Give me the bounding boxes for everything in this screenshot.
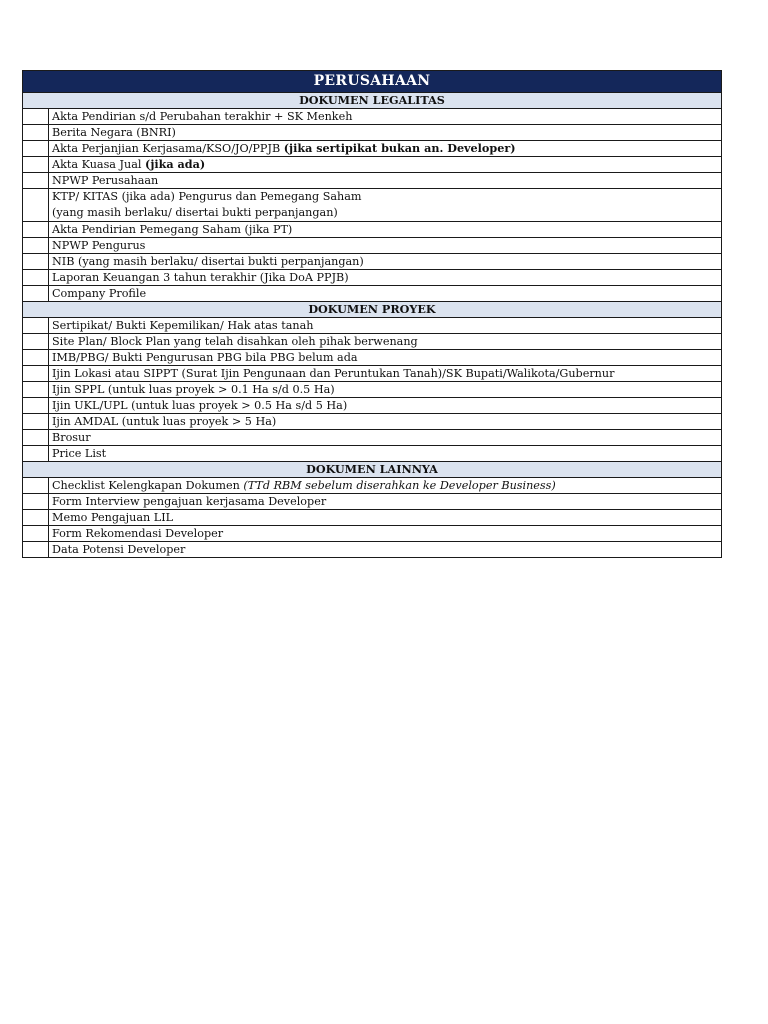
document-row xyxy=(23,366,722,382)
document-name: Checklist Kelengkapan Dokumen xyxy=(52,479,244,492)
document-name: Company Profile xyxy=(52,287,147,300)
document-name: Akta Perjanjian Kerjasama/KSO/JO/PPJB xyxy=(52,142,284,155)
document-row xyxy=(23,414,722,430)
document-name-line2: (yang masih berlaku/ disertai bukti perpanjangan) xyxy=(52,206,338,219)
document-row xyxy=(23,141,722,157)
document-row xyxy=(23,510,722,526)
document-name-cell xyxy=(49,526,722,542)
checklist-table xyxy=(22,70,722,558)
document-name-cell xyxy=(49,238,722,254)
title-row xyxy=(23,71,722,93)
document-name-cell xyxy=(49,222,722,238)
document-name: Sertipikat/ Bukti Kepemilikan/ Hak atas tanah xyxy=(52,319,314,332)
document-row xyxy=(23,286,722,302)
document-note-bold: (jika ada) xyxy=(145,157,206,171)
checkbox-cell[interactable] xyxy=(23,478,49,494)
document-name: Ijin SPPL (untuk luas proyek > 0.1 Ha s/d 0.5 Ha) xyxy=(52,383,335,396)
document-row xyxy=(23,478,722,494)
document-name-cell xyxy=(49,398,722,414)
document-name: Laporan Keuangan 3 tahun terakhir (Jika DoA PPJB) xyxy=(52,271,349,284)
document-name-cell xyxy=(49,109,722,125)
document-name: Akta Pendirian s/d Perubahan terakhir + SK Menkeh xyxy=(52,110,353,123)
document-name-cell xyxy=(49,542,722,558)
document-name: Ijin Lokasi atau SIPPT (Surat Ijin Pengunaan dan Peruntukan Tanah)/SK Bupati/Walikota/Gubernur xyxy=(52,367,615,380)
document-name-cell xyxy=(49,286,722,302)
document-name-cell xyxy=(49,478,722,494)
document-row xyxy=(23,254,722,270)
checkbox-cell[interactable] xyxy=(23,350,49,366)
document-name: Brosur xyxy=(52,431,91,444)
document-name-cell xyxy=(49,510,722,526)
document-name: Data Potensi Developer xyxy=(52,543,186,556)
document-row xyxy=(23,318,722,334)
document-name: Berita Negara (BNRI) xyxy=(52,126,176,139)
checkbox-cell[interactable] xyxy=(23,366,49,382)
section-header-row xyxy=(23,462,722,478)
document-name: NPWP Pengurus xyxy=(52,239,146,252)
document-row xyxy=(23,398,722,414)
section-heading: DOKUMEN LAINNYA xyxy=(306,462,438,476)
document-name-cell xyxy=(49,254,722,270)
checkbox-cell[interactable] xyxy=(23,109,49,125)
checkbox-cell[interactable] xyxy=(23,542,49,558)
document-name: KTP/ KITAS (jika ada) Pengurus dan Pemegang Saham xyxy=(52,190,362,203)
document-name-cell xyxy=(49,334,722,350)
section-heading: DOKUMEN LEGALITAS xyxy=(299,93,445,107)
document-name-cell xyxy=(49,430,722,446)
document-name: NPWP Perusahaan xyxy=(52,174,159,187)
document-name: Price List xyxy=(52,447,107,460)
document-name-cell xyxy=(49,350,722,366)
document-row xyxy=(23,125,722,141)
checkbox-cell[interactable] xyxy=(23,286,49,302)
document-name-cell xyxy=(49,446,722,462)
document-name-cell xyxy=(49,189,722,222)
document-name-cell xyxy=(49,157,722,173)
document-name: Ijin AMDAL (untuk luas proyek > 5 Ha) xyxy=(52,415,277,428)
document-row xyxy=(23,494,722,510)
section-heading-cell xyxy=(23,302,722,318)
checkbox-cell[interactable] xyxy=(23,430,49,446)
checkbox-cell[interactable] xyxy=(23,157,49,173)
document-row xyxy=(23,382,722,398)
checkbox-cell[interactable] xyxy=(23,189,49,222)
document-row xyxy=(23,109,722,125)
checkbox-cell[interactable] xyxy=(23,141,49,157)
document-row xyxy=(23,542,722,558)
checkbox-cell[interactable] xyxy=(23,254,49,270)
document-row xyxy=(23,173,722,189)
checkbox-cell[interactable] xyxy=(23,238,49,254)
section-header-row xyxy=(23,302,722,318)
document-row xyxy=(23,222,722,238)
document-name-cell xyxy=(49,366,722,382)
section-header-row xyxy=(23,93,722,109)
section-heading-cell xyxy=(23,462,722,478)
page-title: PERUSAHAAN xyxy=(23,71,722,93)
checkbox-cell[interactable] xyxy=(23,125,49,141)
checkbox-cell[interactable] xyxy=(23,510,49,526)
document-name: Memo Pengajuan LIL xyxy=(52,511,174,524)
section-heading: DOKUMEN PROYEK xyxy=(308,302,436,316)
document-row xyxy=(23,238,722,254)
section-heading-cell xyxy=(23,93,722,109)
document-name-cell xyxy=(49,173,722,189)
document-row xyxy=(23,430,722,446)
document-name: Form Interview pengajuan kerjasama Developer xyxy=(52,495,327,508)
document-name-cell xyxy=(49,414,722,430)
document-note-bold: (jika sertipikat bukan an. Developer) xyxy=(283,141,516,155)
document-row xyxy=(23,189,722,222)
checkbox-cell[interactable] xyxy=(23,318,49,334)
document-name-cell xyxy=(49,494,722,510)
document-name: IMB/PBG/ Bukti Pengurusan PBG bila PBG belum ada xyxy=(52,351,358,364)
document-name-cell xyxy=(49,141,722,157)
document-name: Ijin UKL/UPL (untuk luas proyek > 0.5 Ha s/d 5 Ha) xyxy=(52,399,348,412)
document-name: Akta Kuasa Jual xyxy=(52,158,146,171)
checkbox-cell[interactable] xyxy=(23,414,49,430)
checkbox-cell[interactable] xyxy=(23,222,49,238)
document-name: NIB (yang masih berlaku/ disertai bukti perpanjangan) xyxy=(52,255,364,268)
document-name-cell xyxy=(49,382,722,398)
document-name-cell xyxy=(49,270,722,286)
document-row xyxy=(23,334,722,350)
document-note-italic: (TTd RBM sebelum diserahkan ke Developer Business) xyxy=(243,479,556,492)
checkbox-cell[interactable] xyxy=(23,494,49,510)
document-row xyxy=(23,157,722,173)
checkbox-cell[interactable] xyxy=(23,173,49,189)
document-name: Akta Pendirian Pemegang Saham (jika PT) xyxy=(52,223,293,236)
checkbox-cell[interactable] xyxy=(23,398,49,414)
document-name-cell xyxy=(49,125,722,141)
document-row xyxy=(23,350,722,366)
checkbox-cell[interactable] xyxy=(23,382,49,398)
document-row xyxy=(23,526,722,542)
checkbox-cell[interactable] xyxy=(23,526,49,542)
checkbox-cell[interactable] xyxy=(23,334,49,350)
document-name-cell xyxy=(49,318,722,334)
checkbox-cell[interactable] xyxy=(23,270,49,286)
document-name: Site Plan/ Block Plan yang telah disahkan oleh pihak berwenang xyxy=(52,335,418,348)
document-name: Form Rekomendasi Developer xyxy=(52,527,224,540)
document-row xyxy=(23,270,722,286)
checkbox-cell[interactable] xyxy=(23,446,49,462)
document-row xyxy=(23,446,722,462)
